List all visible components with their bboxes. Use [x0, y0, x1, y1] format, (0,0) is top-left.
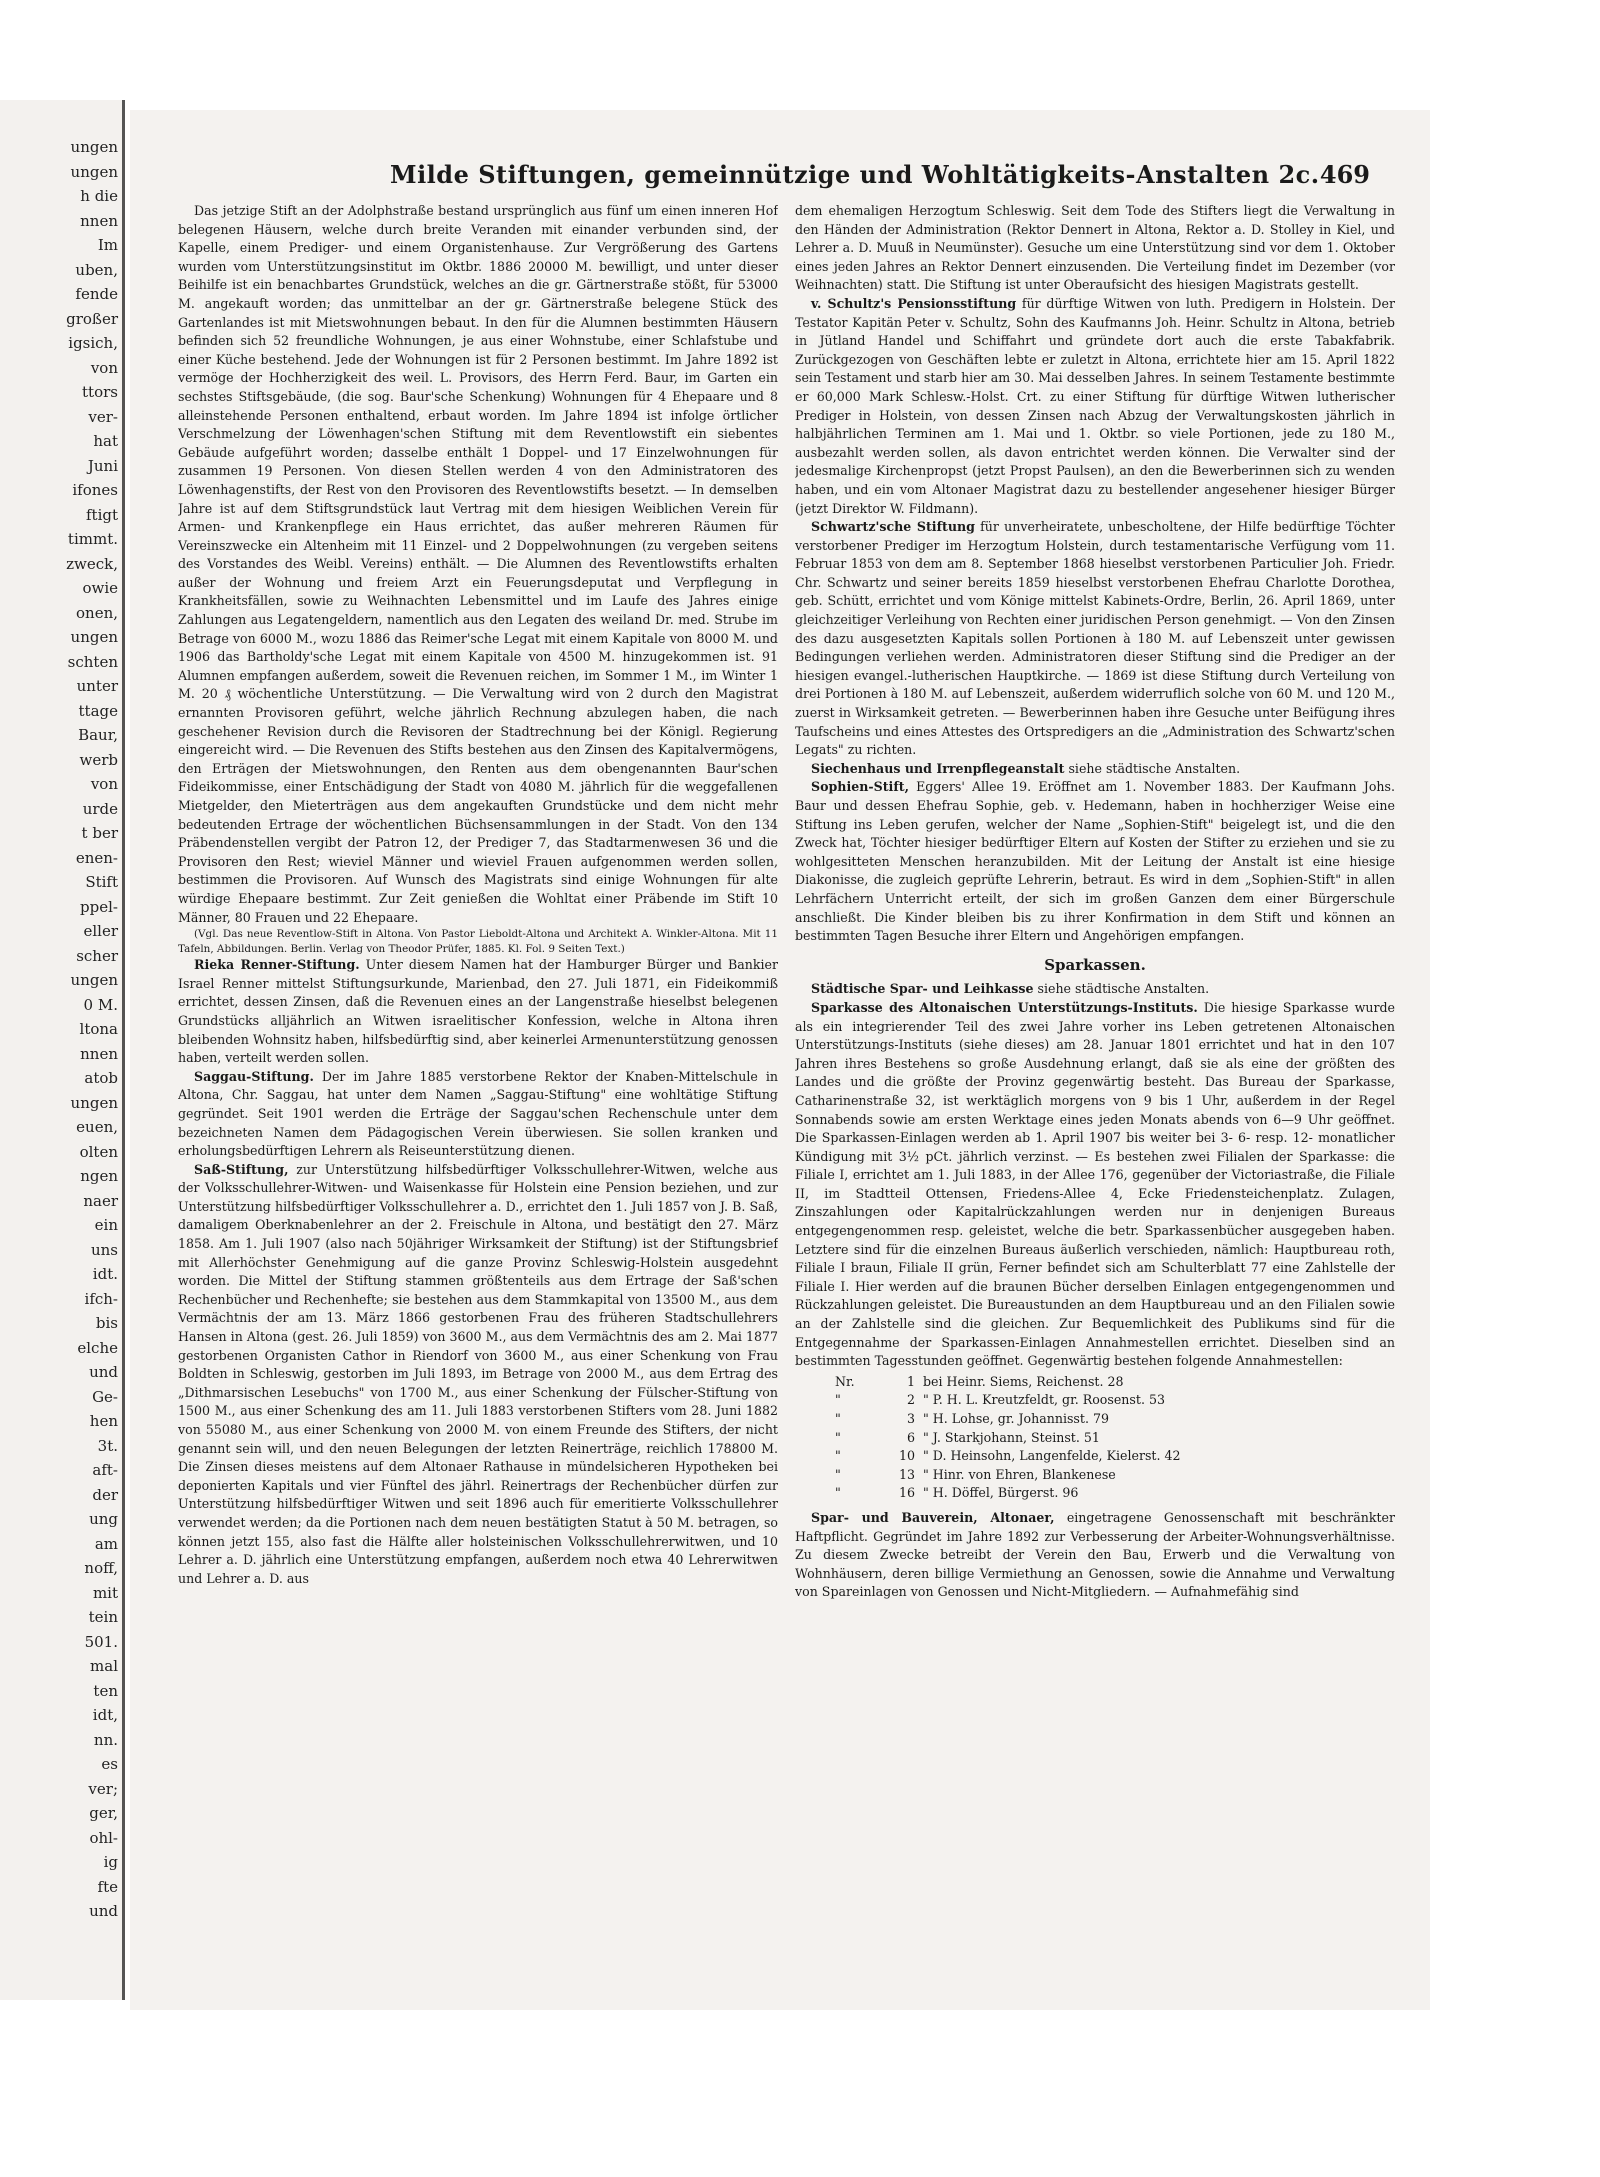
station-nr-label: ": [835, 1392, 841, 1408]
scan-margin-bottom: [0, 2022, 1600, 2177]
entry-heading: v. Schultz's Pensionsstiftung: [811, 295, 1017, 311]
previous-page-fragment: h die: [80, 187, 118, 205]
station-address: " H. Döffel, Bürgerst. 96: [923, 1485, 1079, 1501]
entry-heading: Rieka Renner-Stiftung.: [194, 957, 360, 973]
previous-page-fragment: onen,: [76, 603, 118, 622]
list-item: [835, 1373, 1395, 1392]
previous-page-fragment: ttage: [78, 701, 118, 720]
previous-page-fragment: owie: [82, 579, 118, 597]
previous-page-fragment: idt,: [92, 1706, 118, 1724]
previous-page-fragment: ngen: [80, 1167, 118, 1185]
literature-reference: (Vgl. Das neue Reventlow-Stift in Altona. Von Pastor Lieboldt-Altona und Architekt A. Winkler-Altona. Mit 11 Tafeln, Abbildungen. Berlin. Verlag von Theodor Prüfer, 1885. Kl. Fol. 9 Seiten Text.): [178, 928, 778, 955]
entry-text: für dürftige Witwen von luth. Predigern in Holstein. Der Testator Kapitän Peter v. Schultz, Sohn des Kaufmanns Joh. Heinr. Schultz in Altona, betrieb in Jütland Handel und Schiffahrt und gründete dort auch die erste Tabakfabrik. Zurückgezogen von Geschäften lebte er zuletzt in Altona, errichtete hier am 15. April 1822 sein Testament und starb hier am 30. Mai desselben Jahres. In seinem Testamente bestimmte er 60,000 Mark Schlesw.-Holst. Crt. zu einer Stiftung für dürftige Witwen lutherischer Prediger in Holstein, von dessen Zinsen nach Abzug der Verwaltungskosten jährlich in halbjährlichen Terminen am 1. Mai und 1. Oktbr. so viele Portionen, jede zu 180 M., ausbezahlt werden sollen, als davon entrichtet werden können. Die Verwalter sind der jedesmalige Kirchenpropst (jetzt Propst Paulsen), an den die Bewerberinnen sich zu wenden haben, und ein vom Altonaer Magistrat dazu zu bestellender angesehener hiesiger Bürger (jetzt Direktor W. Fildmann).: [795, 295, 1395, 516]
station-nr-label: ": [835, 1411, 841, 1426]
document-page: [130, 110, 1430, 2010]
previous-page-fragment: ungen: [70, 162, 118, 181]
station-number: 3: [906, 1411, 915, 1426]
station-nr-label: ": [835, 1485, 841, 1501]
station-number: 6: [906, 1429, 915, 1445]
previous-page-fragment: schten: [67, 652, 118, 671]
sophien-stift-paragraph: [795, 778, 1395, 945]
entry-text: zur Unterstützung hilfsbedürftiger Volksschullehrer-Witwen, welche aus der Volksschullehrer-Witwen- und Waisenkasse für Holstein eine Pension beziehen, und zur Unterstützung hilfsbedürftiger Volksschullehrer a. D., errichtet den 1. Juli 1857 von J. B. Saß, damaligem Oberknabenlehrer an der 2. Freischule in Altona, und bestätigt den 27. März 1858. Am 1. Juli 1907 (also nach 50jähriger Wirksamkeit der Stiftung) ist der Stiftungsbrief mit Allerhöchster Genehmigung auf die ganze Provinz Schleswig-Holstein ausgedehnt worden. Die Mittel der Stiftung stammen größtenteils aus dem Ertrage der Saß'schen Rechenbücher und Rechenhefte; sie bestehen aus dem Stammkapital von 13500 M., aus dem Vermächtnis der am 13. März 1866 gestorbenen Frau des früheren Stadtschullehrers Hansen in Altona (gest. 26. Juli 1859) von 3600 M., aus dem Vermächtnis des am 2. Mai 1877 gestorbenen Organisten Cathor in Riendorf von 3600 M., aus einer Schenkung von Frau Boldten in Schleswig, gestorben im Juli 1893, im Betrage von 2000 M., aus dem Ertrag des „Dithmarsischen Lesebuchs" von 1700 M., aus einer Schenkung der Fülscher-Stiftung von 1500 M., aus einer Schenkung des am 11. Juli 1883 verstorbenen Stifters vom 28. Juni 1882 von 55080 M., aus einer Schenkung von 2000 M. von einem Freunde des Stifters, der nicht genannt sein will, und den neuen Belegungen der letzten Reinerträge, reichlich 178800 M. Die Zinsen dieses meistens auf dem Altonaer Rathause in mündelsicheren Hypotheken bei deponierten Kapitals und vier Fünftel des jährl. Reinertrags der Rechenbücher dürfen zur Unterstützung hilfsbedürftiger Witwen und seit 1896 auch für emeritierte Volksschullehrer verwendet werden; da die Portionen nach dem neuen bestätigten Statut à 50 M. betragen, so können jetzt 155, also fast die Hälfte aller holsteinischen Volksschullehrerwitwen, und 10 Lehrer a. D. jährlich eine Unterstützung empfangen, außerdem noch etwa 40 Lehrerwitwen und Lehrer a. D. aus: [178, 1161, 778, 1586]
previous-page-fragment: ltona: [79, 1020, 118, 1038]
previous-page-fragment: Stift: [85, 873, 118, 891]
previous-page-fragment: timmt.: [67, 530, 118, 548]
previous-page-fragment: werb: [79, 750, 118, 769]
page-title: Milde Stiftungen, gemeinnützige und Wohltätigkeits-Anstalten 2c.: [390, 160, 1320, 189]
previous-page-fragment: atob: [84, 1069, 118, 1087]
previous-page-fragment: ver-: [88, 407, 118, 426]
list-item: [835, 1466, 1395, 1485]
previous-page-fragment: ohl-: [89, 1828, 118, 1847]
entry-heading: Sophien-Stift,: [811, 779, 909, 795]
previous-page-fragment: fende: [75, 285, 118, 303]
previous-page-fragment: ttors: [82, 383, 118, 401]
previous-page-fragment: ungen: [70, 138, 118, 156]
station-nr-label: Nr.: [835, 1373, 855, 1389]
previous-page-fragment: am: [94, 1534, 118, 1553]
previous-page-fragment: idt.: [92, 1265, 118, 1283]
list-item: [835, 1410, 1395, 1429]
station-address: " P. H. L. Kreutzfeldt, gr. Roosenst. 53: [923, 1392, 1165, 1408]
previous-page-fragment: eller: [83, 922, 118, 940]
previous-page-fragment: nnen: [80, 1044, 118, 1063]
entry-heading: Saggau-Stiftung.: [194, 1068, 314, 1084]
previous-page-fragment: von: [90, 775, 118, 793]
list-item: [835, 1447, 1395, 1466]
left-column: [178, 202, 778, 2002]
previous-page-edge: [0, 100, 125, 2000]
previous-page-fragment: ungen: [70, 628, 118, 646]
entry-text: siehe städtische Anstalten.: [1033, 981, 1210, 997]
previous-page-fragment: Baur,: [78, 726, 118, 744]
station-number: 2: [906, 1392, 915, 1408]
previous-page-fragment: 501.: [84, 1632, 118, 1651]
scan-margin-top: [0, 0, 1600, 55]
station-nr-label: ": [835, 1466, 841, 1482]
previous-page-fragment: ten: [93, 1681, 118, 1700]
previous-page-fragment: ver;: [88, 1779, 118, 1798]
station-address: " D. Heinsohn, Langenfelde, Kielerst. 42: [923, 1448, 1181, 1464]
station-nr-label: ": [835, 1429, 841, 1445]
schwartz-paragraph: [795, 518, 1395, 760]
station-number: 1: [906, 1373, 915, 1389]
running-header: [130, 160, 1430, 194]
previous-page-fragment: von: [90, 358, 118, 377]
saggau-paragraph: [178, 1068, 778, 1161]
previous-page-fragment: ifones: [72, 481, 118, 499]
bauverein-paragraph: [795, 1509, 1395, 1602]
previous-page-fragment: euen,: [76, 1118, 118, 1136]
right-column: [795, 202, 1395, 2002]
entry-heading: Sparkasse des Altonaischen Unterstützungs-Instituts.: [811, 999, 1198, 1015]
previous-page-fragment: bis: [95, 1314, 118, 1332]
previous-page-fragment: Im: [97, 236, 118, 254]
section-heading-sparkassen: Sparkassen.: [1044, 955, 1146, 974]
previous-page-fragment: Juni: [87, 456, 118, 475]
previous-page-fragment: 3t.: [97, 1436, 118, 1455]
previous-page-fragment: scher: [76, 946, 118, 965]
list-item: [835, 1484, 1395, 1503]
previous-page-fragment: und: [89, 1902, 118, 1920]
previous-page-fragment: ung: [89, 1510, 118, 1528]
previous-page-fragment: ungen: [70, 1093, 118, 1112]
previous-page-fragment: und: [89, 1363, 118, 1381]
entry-text: Die hiesige Sparkasse wurde als ein integrierender Teil des zwei Jahre vorher ins Leben getretenen Altonaischen Unterstützungs-Instituts (siehe dieses) am 28. Januar 1801 errichtet und hat in den 107 Jahren ihres Bestehens so große Ausdehnung erlangt, daß sie als eine der größten des Landes und die größte der Provinz gegenwärtig besteht. Das Bureau der Sparkasse, Catharinenstraße 32, ist werktäglich morgens von 9 bis 1 Uhr, außerdem in der Regel Sonnabends sowie am ersten Werktage eines jeden Monats abends von 6—9 Uhr geöffnet. Die Sparkassen-Einlagen werden ab 1. April 1907 bis weiter bei 3- 6- resp. 12- monatlicher Kündigung mit 3½ pCt. jährlich verzinst. — Es bestehen zwei Filialen der Sparkasse: die Filiale I, errichtet am 1. Juli 1883, in der Allee 176, gegenüber der Victoriastraße, die Filiale II, im Stadtteil Ottensen, Friedens-Allee 4, Ecke Friedensteichenplatz. Zulagen, Zinszahlungen oder Kapitalrückzahlungen werden nur in denjenigen Bureaus entgegengenommen resp. geleistet, welche die betr. Sparkassenbücher ausgegeben haben. Letztere sind für die einzelnen Bureaus äußerlich verschieden, nämlich: Hauptbureau roth, Filiale I braun, Filiale II grün, Ferner befindet sich am Schulterblatt 77 eine Zahlstelle der Filiale I. Hier werden auf die braunen Bücher derselben Einlagen entgegengenommen und Rückzahlungen geleistet. Die Bureaustunden an dem Hauptbureau und an den Filialen sowie an der Zahlstelle sind die gleichen. Zur Bequemlichkeit des Publikums sind für die Entgegennahme der Sparkassen-Einlagen Annahmestellen errichtet. Dieselben sind an bestimmten Tagesstunden geöffnet. Gegenwärtig bestehen folgende Annahmestellen:: [795, 999, 1395, 1369]
annahmestellen-list: [835, 1373, 1395, 1503]
previous-page-fragment: hat: [93, 432, 118, 450]
previous-page-fragment: naer: [83, 1191, 118, 1210]
altonaer-sparkasse-paragraph: [795, 999, 1395, 1371]
previous-page-fragment: es: [101, 1755, 118, 1773]
sass-paragraph: [178, 1161, 778, 1589]
previous-page-fragment: ftigt: [85, 505, 118, 524]
previous-page-fragment: aft-: [92, 1461, 118, 1479]
list-item: [835, 1391, 1395, 1410]
entry-text: siehe städtische Anstalten.: [1064, 760, 1241, 776]
previous-page-fragment: uben,: [75, 260, 118, 279]
station-address: " Hinr. von Ehren, Blankenese: [923, 1466, 1116, 1482]
previous-page-fragment: ungen: [70, 971, 118, 989]
station-nr-label: ": [835, 1448, 841, 1464]
entry-heading: Spar- und Bauverein, Altonaer,: [811, 1509, 1055, 1525]
previous-page-fragment: igsich,: [68, 334, 118, 352]
previous-page-fragment: mal: [90, 1657, 118, 1675]
station-address: " J. Starkjohann, Steinst. 51: [923, 1429, 1100, 1445]
previous-page-fragment: t ber: [81, 824, 118, 842]
previous-page-fragment: mit: [92, 1583, 118, 1602]
previous-page-fragment: nn.: [93, 1730, 118, 1749]
station-address: " H. Lohse, gr. Johannisst. 79: [923, 1411, 1109, 1426]
staedtische-sparkasse-paragraph: [795, 980, 1395, 999]
entry-text: Der im Jahre 1885 verstorbene Rektor der Knaben-Mittelschule in Altona, Chr. Saggau, hat unter dem Namen „Saggau-Stiftung" eine wohltätige Stiftung gegründet. Seit 1901 werden die Erträge der Saggau'schen Rechenschule unter dem bezeichneten Namen dem Pädagogischen Verein überwiesen. Sie sollen kranken und erholungsbedürftigen Lehrern als Reiseunterstützung dienen.: [178, 1068, 778, 1159]
previous-page-fragment: der: [92, 1485, 118, 1504]
rieka-renner-paragraph: [178, 956, 778, 1068]
entry-text: Eggers' Allee 19. Eröffnet am 1. November 1883. Der Kaufmann Johs. Baur und dessen Ehefrau Sophie, geb. v. Hedemann, haben in hochherziger Weise eine Stiftung ins Leben gerufen, welcher der Name „Sophien-Stift" beigelegt ist, und die den Zweck hat, Töchter hiesiger bedürftiger Eltern auf Kosten der Stifter zu erziehen und sie zu wohlgesitteten Menschen heranzubilden. Mit der Leitung der Anstalt ist eine hiesige Diakonisse, die zugleich geprüfte Lehrerin, betraut. Es wird in dem „Sophien-Stift" in allen Lehrfächern Unterricht erteilt, der sich im großen Ganzen dem einer Bürgerschule anschließt. Die Kinder bleiben bis zu ihrer Konfirmation in dem Stift und können an bestimmten Tagen Besuche ihrer Eltern und Angehörigen empfangen.: [795, 779, 1395, 944]
previous-page-fragment: ein: [94, 1216, 118, 1234]
entry-text: für unverheiratete, unbescholtene, der Hilfe bedürftige Töchter verstorbener Prediger im Herzogtum Holstein, durch testamentarische Verfügung vom 11. Februar 1853 von dem am 8. September 1868 hieselbst verstorbenen Particulier Joh. Friedr. Chr. Schwartz und seiner bereits 1859 hieselbst verstorbenen Ehefrau Charlotte Dorothea, geb. Schütt, errichtet und vom Könige mittelst Kabinets-Ordre, Berlin, 26. April 1869, unter gleichzeitiger Verleihung von Rechten einer juridischen Person genehmigt. — Von den Zinsen des dazu ausgesetzten Kapitals sollen Portionen à 180 M. auf Lebenszeit unter gewissen Bedingungen verliehen werden. Administratoren dieser Stiftung sind die Prediger an der hiesigen evangel.-lutherischen Hauptkirche. — 1869 ist diese Stiftung durch Verteilung von drei Portionen à 180 M. auf Lebenszeit, außerdem widerruflich solche von 60 M. und 120 M., zuerst in Wirksamkeit getreten. — Bewerberinnen haben ihre Gesuche unter Beifügung ihres Taufscheins und eines Attestes des Ortspredigers an die „Administration des Schwartz'schen Legats" zu richten.: [795, 519, 1395, 758]
previous-page-fragment: urde: [82, 799, 118, 818]
station-number: 13: [898, 1466, 915, 1482]
station-number: 16: [898, 1485, 915, 1501]
entry-text: eingetragene Genossenschaft mit beschränkter Haftpflicht. Gegründet im Jahre 1892 zur Verbesserung der Arbeiter-Wohnungsverhältnisse. Zu diesem Zwecke betreibt der Verein den Bau, Erwerb und die Verwaltung von Wohnhäusern, deren billige Vermiethung an Genossen, sowie die Annahme und Verwaltung von Spareinlagen von Genossen und Nicht-Mitgliedern. — Aufnahmefähig sind: [795, 1509, 1395, 1600]
previous-page-fragment: uns: [90, 1240, 118, 1259]
previous-page-fragment: noff,: [84, 1559, 118, 1577]
schultz-paragraph: [795, 295, 1395, 518]
previous-page-fragment: ppel-: [80, 897, 118, 916]
list-item: [835, 1429, 1395, 1448]
previous-page-fragment: ifch-: [84, 1289, 118, 1308]
siechenhaus-paragraph: [795, 760, 1395, 779]
previous-page-fragment: elche: [77, 1338, 118, 1357]
previous-page-fragment: zweck,: [66, 554, 118, 573]
reventlow-stift-paragraph: Das jetzige Stift an der Adolphstraße bestand ursprünglich aus fünf um einen inneren Hof belegenen Häusern, welche durch breite Veranden mit einander verbunden sind, der Kapelle, einem Prediger- und einem Organistenhause. Zur Vergrößerung des Gartens wurden vom Unterstützungsinstitut im Oktbr. 1886 20000 M. bewilligt, und unter dieser Beihilfe ist ein benachbartes Grundstück, welches an die gr. Gärtnerstraße stößt, für 53000 M. angekauft worden; das unmittelbar an der gr. Gärtnerstraße belegene Stück des Gartenlandes ist mit Mietswohnungen bebaut. In den für die Alumnen bestimmten Häusern befinden sich 52 freundliche Wohnungen, je aus einer Wohnstube, einer Schlafstube und einer Küche bestehend. Jede der Wohnungen ist für 2 Personen bestimmt. Im Jahre 1892 ist vermöge der Hochherzigkeit des weil. L. Provisors, des Herrn Ferd. Baur, im Garten ein sechstes Stiftsgebäude, (die sog. Baur'sche Schenkung) Wohnungen für 4 Ehepaare und 8 alleinstehende Personen enthaltend, erbaut worden. Im Jahre 1894 ist infolge örtlicher Verschmelzung der Löwenhagen'schen Stiftung mit dem Reventlowstift ein siebentes Gebäude aufgeführt worden; dasselbe enthält 1 Doppel- und 17 Einzelwohnungen für zusammen 19 Personen. Von diesen Stellen werden 4 von den Administratoren des Löwenhagenstifts, der Rest von den Provisoren des Reventlowstifts besetzt. — In demselben Jahre ist auf dem Stiftsgrundstück laut Vertrag mit dem hiesigen Weiblichen Verein für Armen- und Krankenpflege ein Haus errichtet, das außer mehreren Räumen für Vereinszwecke ein Altenheim mit 11 Einzel- und 2 Doppelwohnungen (zu vergeben seitens des Vorstandes des Weibl. Vereins) enthält. — Die Alumnen des Reventlowstifts erhalten außer der Wohnung und freiem Arzt ein Feuerungsdeputat und Verpflegung in Krankheitsfällen, sowie zu Weihnachten Lebensmittel und im Laufe des Jahres einige Zahlungen aus Legatengeldern, namentlich aus den Legaten des weiland Dr. med. Strube im Betrage von 6000 M., wozu 1886 das Reimer'sche Legat mit einem Kapitale von 8000 M. und 1906 das Bartholdy'sche Legat mit einem Kapitale von 4500 M. hinzugekommen ist. 91 Alumnen empfangen außerdem, soweit die Revenuen reichen, im Sommer 1 M., im Winter 1 M. 20 ₰ wöchentliche Unterstützung. — Die Verwaltung wird von 2 durch den Magistrat ernannten Provisoren geführt, welche jährlich Rechnung abzulegen haben, die nach geschehener Revision durch die Revisoren der Stadtrechnung bei der Königl. Regierung eingereicht wird. — Die Revenuen des Stifts bestehen aus den Zinsen des Kapitalvermögens, den Erträgen der Mietswohnungen, den Renten aus dem obengenannten Baur'schen Fideikommisse, einer Entschädigung der Stadt von 4080 M. jährlich für die weggefallenen Mietgelder, den Mieterträgen aus dem angekauften Grundstücke und dem nicht mehr bedeutenden Ertrage der wöchentlichen Büchsensammlungen in der Stadt. Von den 134 Präbendenstellen vergibt der Patron 12, der Prediger 7, das Stadtarmenwesen 36 und die Provisoren den Rest; wieviel Männer und wieviel Frauen aufgenommen werden sollen, bestimmen die Provisoren. Auf Wunsch des Magistrats sind einige Wohnungen für alte würdige Ehepaare bestimmt. Zur Zeit genießen die Wohltat einer Präbende im Stift 10 Männer, 80 Frauen und 22 Ehepaare.: [178, 203, 778, 925]
previous-page-fragment: tein: [88, 1608, 118, 1626]
previous-page-fragment: Ge-: [92, 1387, 118, 1406]
page-number: 469: [1319, 160, 1370, 189]
entry-heading: Schwartz'sche Stiftung: [811, 519, 975, 535]
entry-text: Unter diesem Namen hat der Hamburger Bürger und Bankier Israel Renner mittelst Stiftungsurkunde, Marienbad, den 27. Juli 1871, ein Fideikommiß errichtet, dessen Zinsen, daß die Revenuen eines an der Langenstraße hieselbst belegenen Grundstücks alljährlich an Witwen israelitischer Konfession, welche in Altona ihren bleibenden Wohnsitz haben, hilfsbedürftig sind, aber keinerlei Armenunterstützung genossen haben, verteilt werden sollen.: [178, 957, 778, 1066]
previous-page-fragment: olten: [79, 1142, 118, 1161]
station-address: bei Heinr. Siems, Reichenst. 28: [923, 1373, 1124, 1389]
sass-continuation-paragraph: dem ehemaligen Herzogtum Schleswig. Seit dem Tode des Stifters liegt die Verwaltung in den Händen der Administration (Rektor Dennert in Altona, Rektor a. D. Stolley in Kiel, und Lehrer a. D. Muuß in Neumünster). Gesuche um eine Unterstützung sind vor dem 1. Oktober eines jeden Jahres an Rektor Dennert einzusenden. Die Verteilung findet im Dezember (vor Weihnachten) statt. Die Stiftung ist unter Oberaufsicht des hiesigen Magistrats gestellt.: [795, 203, 1395, 293]
entry-heading: Städtische Spar- und Leihkasse: [811, 981, 1034, 997]
previous-page-fragment: großer: [66, 309, 118, 328]
previous-page-fragment: unter: [76, 677, 118, 695]
previous-page-fragment: enen-: [75, 848, 118, 867]
previous-page-fragment: fte: [97, 1877, 118, 1896]
station-number: 10: [898, 1448, 915, 1464]
previous-page-fragment: ig: [103, 1853, 118, 1871]
entry-heading: Saß-Stiftung,: [194, 1161, 289, 1177]
entry-heading: Siechenhaus und Irrenpflegeanstalt: [811, 760, 1065, 776]
previous-page-fragment: nnen: [80, 211, 118, 230]
previous-page-fragment: hen: [89, 1412, 118, 1430]
previous-page-fragment: ger,: [89, 1804, 118, 1822]
previous-page-fragment: 0 M.: [83, 995, 118, 1014]
